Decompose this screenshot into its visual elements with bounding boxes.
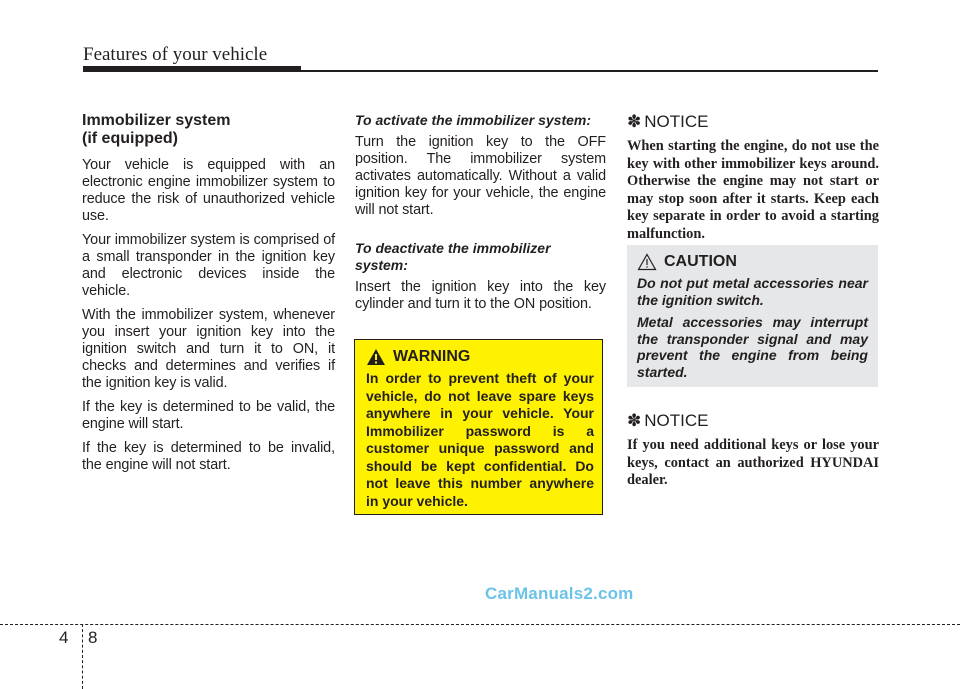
warning-title: WARNING bbox=[393, 348, 471, 365]
page-section-number: 4 bbox=[59, 628, 69, 647]
caution-text-1: Do not put metal accessories near the ignition switch. bbox=[637, 275, 868, 308]
notice-star-icon: ✽ bbox=[627, 112, 642, 131]
caution-triangle-icon bbox=[637, 253, 657, 271]
caution-title: CAUTION bbox=[664, 253, 737, 270]
section-heading-line1: Immobilizer system bbox=[82, 112, 231, 129]
warning-box bbox=[354, 339, 603, 515]
footer-divider bbox=[82, 624, 83, 689]
column-activation bbox=[355, 112, 606, 320]
page-header-title: Features of your vehicle bbox=[83, 44, 268, 65]
notice-star-icon: ✽ bbox=[627, 411, 642, 430]
paragraph: With the immobilizer system, whenever you insert your ignition key into the ignition switch and turn it to ON, it checks and determines and verifies if the ignition key is valid. bbox=[82, 307, 335, 391]
page-number: 8 bbox=[88, 628, 98, 647]
notice-heading bbox=[627, 411, 879, 431]
section-heading bbox=[82, 112, 335, 148]
column-notice bbox=[627, 112, 879, 244]
deactivate-text: Insert the ignition key into the key cylinder and turn it to the ON position. bbox=[355, 279, 606, 312]
activate-heading: To activate the immobilizer system: bbox=[355, 112, 591, 128]
notice-keys bbox=[627, 411, 879, 490]
deactivate-heading: To deactivate the immobilizer system: bbox=[355, 240, 551, 273]
caution-box bbox=[627, 245, 878, 387]
paragraph: If the key is determined to be invalid, the engine will not start. bbox=[82, 440, 335, 473]
notice-title: NOTICE bbox=[644, 411, 709, 430]
warning-text: In order to prevent theft of your vehicle, do not leave spare keys anywhere in your vehicle. Your Immobilizer password is a customer unique password and should be kept confidential. Do not leave this number anywhere in your vehicle. bbox=[366, 370, 594, 509]
paragraph: If the key is determined to be valid, the engine will start. bbox=[82, 399, 335, 432]
watermark: CarManuals2.com bbox=[485, 584, 634, 603]
warning-triangle-icon bbox=[366, 348, 386, 366]
notice-heading bbox=[627, 112, 879, 132]
header-rule-thin bbox=[83, 70, 878, 72]
caution-text-2: Metal accessories may interrupt the transponder signal and may prevent the engine from being started. bbox=[637, 314, 868, 380]
section-heading-line2: (if equipped) bbox=[82, 130, 178, 147]
paragraph: Your vehicle is equipped with an electronic engine immobilizer system to reduce the risk of unauthorized vehicle use. bbox=[82, 157, 335, 224]
notice-text: When starting the engine, do not use the key with other immobilizer keys around. Otherwise the engine may not start or may stop soon after it starts. Keep each key separate in order to avoid a starting malfunction. bbox=[627, 138, 879, 242]
notice-text: If you need additional keys or lose your keys, contact an authorized HYUNDAI dealer. bbox=[627, 437, 879, 489]
column-immobilizer bbox=[82, 112, 335, 481]
footer-rule bbox=[0, 624, 960, 625]
paragraph: Your immobilizer system is comprised of a small transponder in the ignition key and electronic devices inside the vehicle. bbox=[82, 232, 335, 299]
notice-title: NOTICE bbox=[644, 112, 709, 131]
activate-text: Turn the ignition key to the OFF position. The immobilizer system activates automatically. Without a valid ignition key for your vehicle, the engine will not start. bbox=[355, 134, 606, 218]
